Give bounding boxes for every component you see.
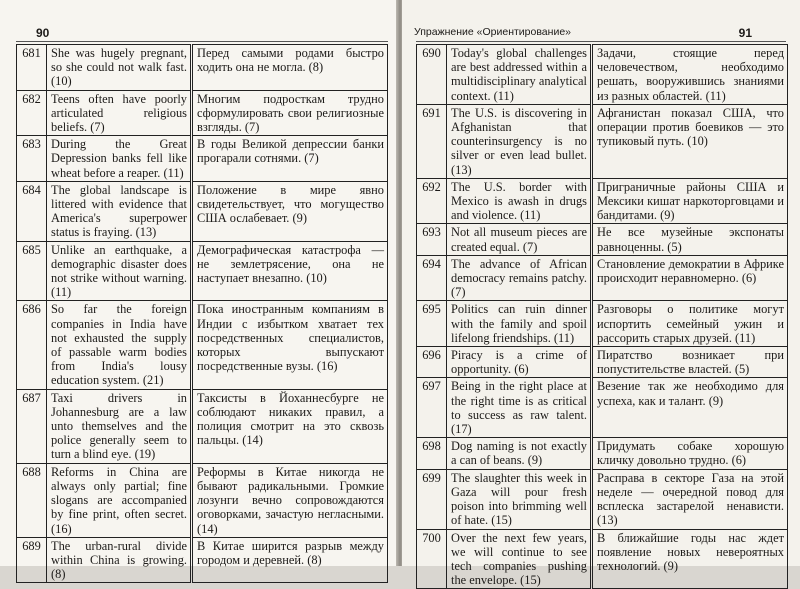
row-number: 683 [17, 136, 47, 182]
russian-translation: В годы Великой депрессии банки прогарали сотнями. (7) [192, 136, 388, 182]
russian-translation: Пока иностранным компаниям в Индии с избытком хватает тех посредственных специалистов, которых выпускают посредственные вузы. (16) [192, 301, 388, 389]
table-row [17, 389, 388, 463]
russian-translation: Везение так же необходимо для успеха, как и талант. (9) [592, 378, 788, 438]
english-sentence: Taxi drivers in Johannesburg are a law unto themselves and the police generally seem to turn a blind eye. (19) [47, 389, 192, 463]
english-sentence: The U.S. is discovering in Afghanistan that counterinsurgency is no silver or even lead bullet. (13) [447, 104, 592, 178]
english-sentence: Over the next few years, we will continue to see tech companies pushing the envelope. (15) [447, 529, 592, 589]
row-number: 691 [417, 104, 447, 178]
russian-translation: Таксисты в Йоханнесбурге не соблюдают никаких правил, а полиция смотрит на это сквозь пальцы. (14) [192, 389, 388, 463]
table-row [17, 241, 388, 301]
english-sentence: Not all museum pieces are created equal. (7) [447, 224, 592, 255]
english-sentence: The advance of African democracy remains patchy. (7) [447, 255, 592, 301]
row-number: 698 [417, 438, 447, 469]
russian-translation: В Китае ширится разрыв между городом и деревней. (8) [192, 537, 388, 583]
english-sentence: Teens often have poorly articulated religious beliefs. (7) [47, 90, 192, 136]
header-rule [16, 41, 388, 42]
table-row [417, 529, 788, 589]
russian-translation: Расправа в секторе Газа на этой неделе — очередной повод для всплеска застарелой ненависти. (13) [592, 469, 788, 529]
english-sentence: Reforms in China are always only partial; fine slogans are accompanied by fine print, often secret. (16) [47, 463, 192, 537]
table-row [417, 178, 788, 224]
english-sentence: Being in the right place at the right time is as critical to success as raw talent. (17) [447, 378, 592, 438]
russian-translation: Многим подросткам трудно сформулировать свои религиозные взгляды. (7) [192, 90, 388, 136]
row-number: 684 [17, 181, 47, 241]
row-number: 687 [17, 389, 47, 463]
row-number: 689 [17, 537, 47, 583]
english-sentence: Unlike an earthquake, a demographic disaster does not strike without warning. (11) [47, 241, 192, 301]
russian-translation: Перед самыми родами быстро ходить она не могла. (8) [192, 45, 388, 91]
english-sentence: The urban-rural divide within China is growing. (8) [47, 537, 192, 583]
russian-translation: Придумать собаке хорошую кличку довольно трудно. (6) [592, 438, 788, 469]
russian-translation: Положение в мире явно свидетельствует, что могущество США ослабевает. (9) [192, 181, 388, 241]
russian-translation: Демографическая катастрофа — не землетрясение, она не наступает внезапно. (10) [192, 241, 388, 301]
row-number: 694 [417, 255, 447, 301]
row-number: 686 [17, 301, 47, 389]
russian-translation: Пиратство возникает при попустительстве властей. (5) [592, 347, 788, 378]
table-row [17, 537, 388, 583]
header-rule [416, 41, 786, 42]
table-row [417, 378, 788, 438]
russian-translation: В ближайшие годы нас ждет появление новых невероятных технологий. (9) [592, 529, 788, 589]
table-row [17, 463, 388, 537]
table-row [417, 224, 788, 255]
english-sentence: During the Great Depression banks fell like wheat before a reaper. (11) [47, 136, 192, 182]
running-head: Упражнение «Ориентирование» [414, 26, 571, 38]
english-sentence: The U.S. border with Mexico is awash in drugs and violence. (11) [447, 178, 592, 224]
row-number: 700 [417, 529, 447, 589]
table-row [417, 347, 788, 378]
russian-translation: Приграничные районы США и Мексики кишат наркоторговцами и бандитами. (9) [592, 178, 788, 224]
translation-table-left [16, 44, 388, 583]
row-number: 690 [417, 45, 447, 105]
russian-translation: Афганистан показал США, что операции против боевиков — это тупиковый путь. (10) [592, 104, 788, 178]
table-row [417, 301, 788, 347]
page-number-right: 91 [738, 26, 752, 40]
row-number: 688 [17, 463, 47, 537]
english-sentence: Piracy is a crime of opportunity. (6) [447, 347, 592, 378]
table-row [417, 255, 788, 301]
english-sentence: Today's global challenges are best addressed within a multidisciplinary analytical context. (11) [447, 45, 592, 105]
row-number: 697 [417, 378, 447, 438]
translation-table-right [416, 44, 788, 589]
table-row [17, 181, 388, 241]
table-row [417, 45, 788, 105]
russian-translation: Не все музейные экспонаты равноценны. (5) [592, 224, 788, 255]
english-sentence: So far the foreign companies in India have not exhausted the supply of passable warm bodies from India's lousy education system. (21) [47, 301, 192, 389]
right-page [402, 0, 800, 588]
english-sentence: The slaughter this week in Gaza will pour fresh poison into brimming well of hate. (15) [447, 469, 592, 529]
row-number: 692 [417, 178, 447, 224]
russian-translation: Становление демократии в Африке происходит неравномерно. (6) [592, 255, 788, 301]
row-number: 682 [17, 90, 47, 136]
english-sentence: She was hugely pregnant, so she could not walk fast. (10) [47, 45, 192, 91]
page-number-left: 90 [36, 26, 50, 40]
left-page [0, 0, 398, 582]
row-number: 693 [417, 224, 447, 255]
russian-translation: Разговоры о политике могут испортить семейный ужин и рассорить старых друзей. (11) [592, 301, 788, 347]
english-sentence: The global landscape is littered with evidence that America's superpower status is fraying. (13) [47, 181, 192, 241]
row-number: 696 [417, 347, 447, 378]
table-row [417, 438, 788, 469]
russian-translation: Реформы в Китае никогда не бывают радикальными. Громкие лозунги вечно сопровождаются оговорками, зачастую негласными. (14) [192, 463, 388, 537]
row-number: 695 [417, 301, 447, 347]
table-row [17, 90, 388, 136]
russian-translation: Задачи, стоящие перед человечеством, необходимо решать, вооружившись знаниями из разных областей. (11) [592, 45, 788, 105]
row-number: 685 [17, 241, 47, 301]
english-sentence: Dog naming is not exactly a can of beans. (9) [447, 438, 592, 469]
english-sentence: Politics can ruin dinner with the family and spoil lifelong friendships. (11) [447, 301, 592, 347]
table-row [17, 301, 388, 389]
table-row [417, 104, 788, 178]
row-number: 681 [17, 45, 47, 91]
table-row [17, 136, 388, 182]
table-row [17, 45, 388, 91]
row-number: 699 [417, 469, 447, 529]
table-row [417, 469, 788, 529]
